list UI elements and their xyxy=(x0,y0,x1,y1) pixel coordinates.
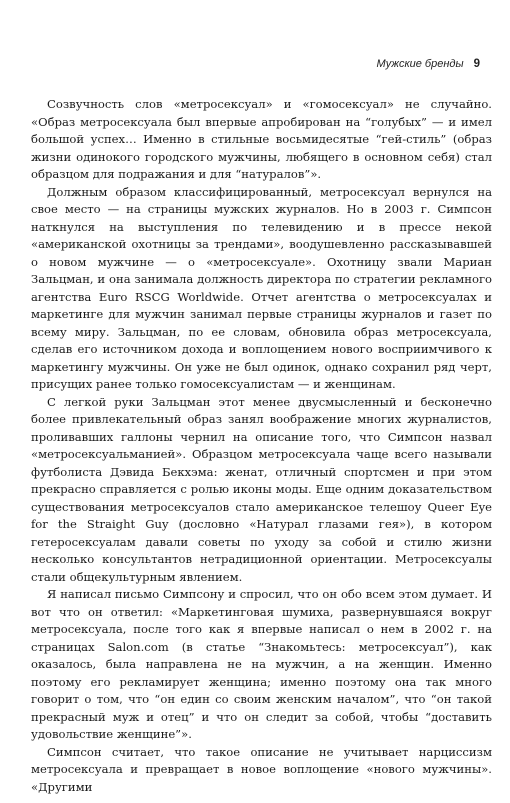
paragraph-4: Я написал письмо Симпсону и спросил, что он обо всем этом думает. И вот что он ответил: «Маркетинговая шумиха, развернувшаяся вокруг метросексуала, после того как я впервые написал о нем в 2002 г. на страницах Salon.com (в статье “Знакомьтесь: метросексуал”), как оказалось, была направлена не на мужчин, а на женщин. Именно поэтому его рекламирует женщина; именно поэтому она так много говорит о том, что “он един со своим женским началом”, что “он такой прекрасный муж и отец” и что он следит за собой, чтобы “доставить удовольствие женщине”». xyxy=(31,587,492,741)
body-text xyxy=(31,96,492,796)
running-header xyxy=(30,58,480,76)
paragraph-3: С легкой руки Зальцман этот менее двусмысленный и бесконечно более привлекательный образ занял воображение многих журналистов, проливавших галлоны чернил на описание того, что Симпсон назвал «метросексуальманией». Образцом метросексуала чаще всего называли футболиста Дэвида Бекхэма: женат, отличный спортсмен и при этом прекрасно справляется с ролью иконы моды. Еще одним доказательством существования метросексуалов стало американское телешоу Queer Eye for the Straight Guy (дословно «Натурал глазами гея»), в котором гетеросексуалам давали советы по уходу за собой и стилю жизни несколько консультантов нетрадиционной ориентации. Метросексуалы стали общекультурным явлением. xyxy=(31,394,492,584)
page-number: 9 xyxy=(473,58,480,70)
paragraph-5: Симпсон считает, что такое описание не учитывает нарциссизм метросексуала и превращает в новое воплощение «нового мужчины». «Другими xyxy=(31,744,492,794)
paragraph-1: Созвучность слов «метросексуал» и «гомосексуал» не случайно. «Образ метросексуала был впервые апробирован на “голубых” — и имел большой успех… Именно в стильные восьмидесятые “гей-стиль” (образ жизни одинокого городского мужчины, любящего в основном себя) стал образцом для подражания и для “натуралов”». xyxy=(31,97,492,181)
section-title: Мужские бренды xyxy=(376,58,464,70)
paragraph-2: Должным образом классифицированный, метросексуал вернулся на свое место — на страницы мужских журналов. Но в 2003 г. Симпсон наткнулся на выступления по телевидению и в прессе некой «американской охотницы за трендами», воодушевленно рассказывавшей о новом мужчине — о «метросексуале». Охотницу звали Мариан Зальцман, и она занимала должность директора по стратегии рекламного агентства Euro RSCG Worldwide. Отчет агентства о метросексуалах и маркетинге для мужчин занимал первые страницы журналов и газет по всему миру. Зальцман, по ее словам, обновила образ метросексуала, сделав его источником дохода и воплощением нового восприимчивого к маркетингу мужчины. Он уже не был одинок, однако сохранил ряд черт, присущих ранее только гомосексуалистам — и женщинам. xyxy=(31,184,492,391)
